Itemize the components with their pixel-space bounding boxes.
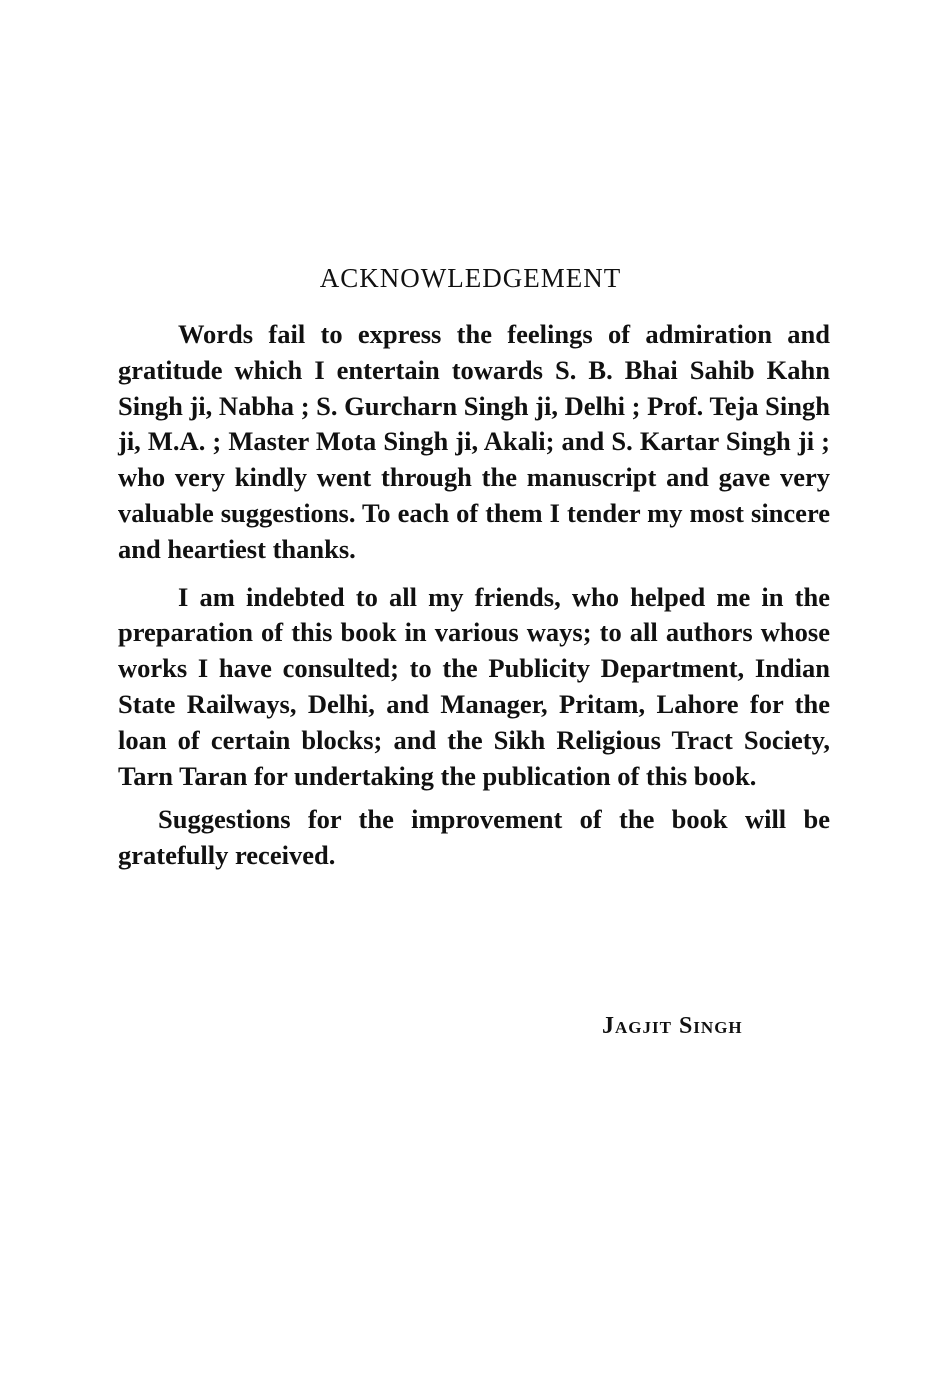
paragraph-gratitude: Words fail to express the feelings of admiration and gratitude which I entertain towards S. B. Bhai Sahib Kahn Singh ji, Nabha ; S. Gurcharn Singh ji, Delhi ; Prof. Teja Singh ji, M.A. ; Master Mota Singh ji, Akali; and S. Kartar Singh ji ; who very kindly went through the manuscript and gave very valuable suggestions. To each of them I tender my most sincere and heartiest thanks. — [118, 319, 830, 564]
paragraph-indebted: I am indebted to all my friends, who helped me in the preparation of this book in various ways; to all authors whose works I have consulted; to the Publicity Department, Indian State Railways, Delhi, and Manager, Pritam, Lahore for the loan of certain blocks; and the Sikh Religious Tract Society, Tarn Taran for undertaking the publication of this book. — [118, 581, 830, 791]
paragraph-suggestions: Suggestions for the improvement of the book will be gratefully received. — [118, 804, 830, 871]
author-signature: Jagjit Singh — [602, 1013, 743, 1039]
acknowledgement-body — [118, 317, 830, 874]
page-title: ACKNOWLEDGEMENT — [319, 263, 622, 293]
